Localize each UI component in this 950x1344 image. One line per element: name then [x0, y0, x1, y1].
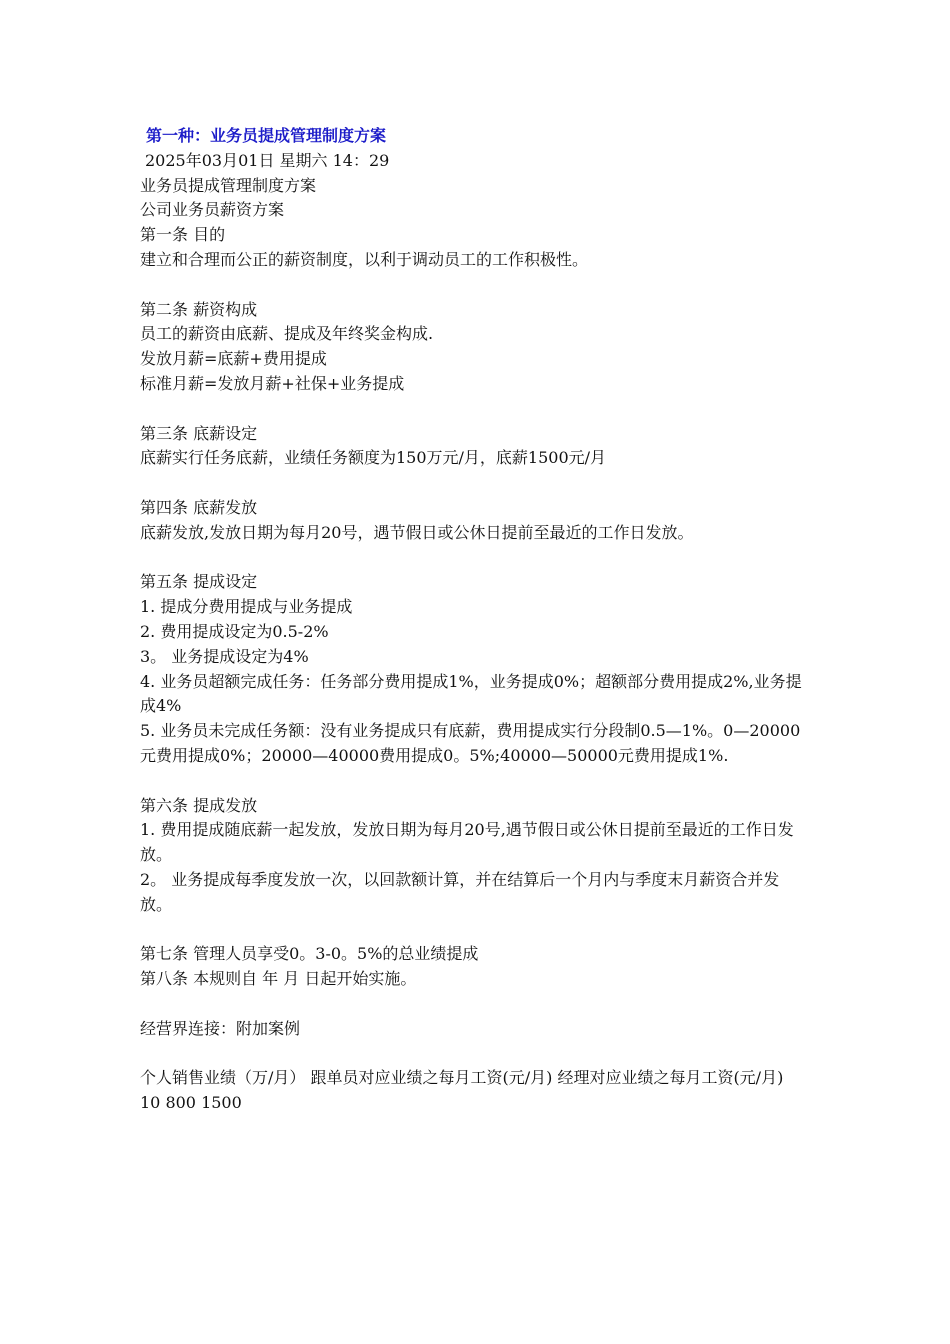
body-paragraph: 标准月薪=发放月薪+社保+业务提成 — [140, 373, 405, 393]
body-paragraph: 第六条 提成发放 — [140, 795, 258, 815]
blank-line — [140, 471, 810, 496]
document-page — [140, 124, 810, 1116]
body-paragraph: 第二条 薪资构成 — [140, 299, 258, 319]
body-paragraph: 5. 业务员未完成任务额：没有业务提成只有底薪，费用提成实行分段制0.5—1%。0—20000元费用提成0%；20000—40000费用提成0。5%;40000—50000元费用提成1%. — [140, 721, 801, 765]
body-paragraph: 1. 提成分费用提成与业务提成 — [140, 597, 353, 617]
body-paragraph: 10 800 1500 — [140, 1093, 242, 1113]
document-body — [140, 174, 810, 1116]
blank-line — [140, 546, 810, 571]
body-paragraph: 公司业务员薪资方案 — [140, 200, 285, 220]
blank-line — [140, 769, 810, 794]
body-paragraph: 3。 业务提成设定为4% — [140, 646, 309, 666]
blank-line — [140, 918, 810, 943]
blank-line — [140, 273, 810, 298]
body-paragraph: 第五条 提成设定 — [140, 572, 258, 592]
body-paragraph: 1. 费用提成随底薪一起发放，发放日期为每月20号,遇节假日或公休日提前至最近的工作日发放。 — [140, 820, 794, 865]
body-paragraph: 2. 费用提成设定为0.5-2% — [140, 621, 329, 641]
body-paragraph: 员工的薪资由底薪、提成及年终奖金构成. — [140, 324, 434, 344]
body-paragraph: 4. 业务员超额完成任务：任务部分费用提成1%，业务提成0%；超额部分费用提成2%,业务提成4% — [140, 671, 802, 716]
document-title: 第一种：业务员提成管理制度方案 — [146, 126, 387, 145]
blank-line — [140, 397, 810, 422]
blank-line — [140, 992, 810, 1017]
blank-line — [140, 1041, 810, 1066]
body-paragraph: 个人销售业绩（万/月） 跟单员对应业绩之每月工资(元/月) 经理对应业绩之每月工资(元/月) — [140, 1068, 784, 1088]
body-paragraph: 经营界连接：附加案例 — [140, 1018, 301, 1038]
body-paragraph: 第七条 管理人员享受0。3-0。5%的总业绩提成 — [140, 944, 479, 964]
body-paragraph: 底薪发放,发放日期为每月20号，遇节假日或公休日提前至最近的工作日发放。 — [140, 522, 694, 542]
body-paragraph: 第一条 目的 — [140, 225, 226, 245]
document-date: 2025年03月01日 星期六 14：29 — [145, 150, 390, 170]
body-paragraph: 底薪实行任务底薪，业绩任务额度为150万元/月，底薪1500元/月 — [140, 448, 607, 468]
body-paragraph: 发放月薪=底薪+费用提成 — [140, 349, 327, 369]
body-paragraph: 建立和合理而公正的薪资制度，以利于调动员工的工作积极性。 — [140, 249, 589, 269]
body-paragraph: 第三条 底薪设定 — [140, 423, 258, 443]
body-paragraph: 2。 业务提成每季度发放一次，以回款额计算，并在结算后一个月内与季度末月薪资合并发放。 — [140, 869, 780, 914]
body-paragraph: 业务员提成管理制度方案 — [140, 175, 317, 195]
body-paragraph: 第四条 底薪发放 — [140, 497, 258, 517]
body-paragraph: 第八条 本规则自 年 月 日起开始实施。 — [140, 969, 417, 989]
